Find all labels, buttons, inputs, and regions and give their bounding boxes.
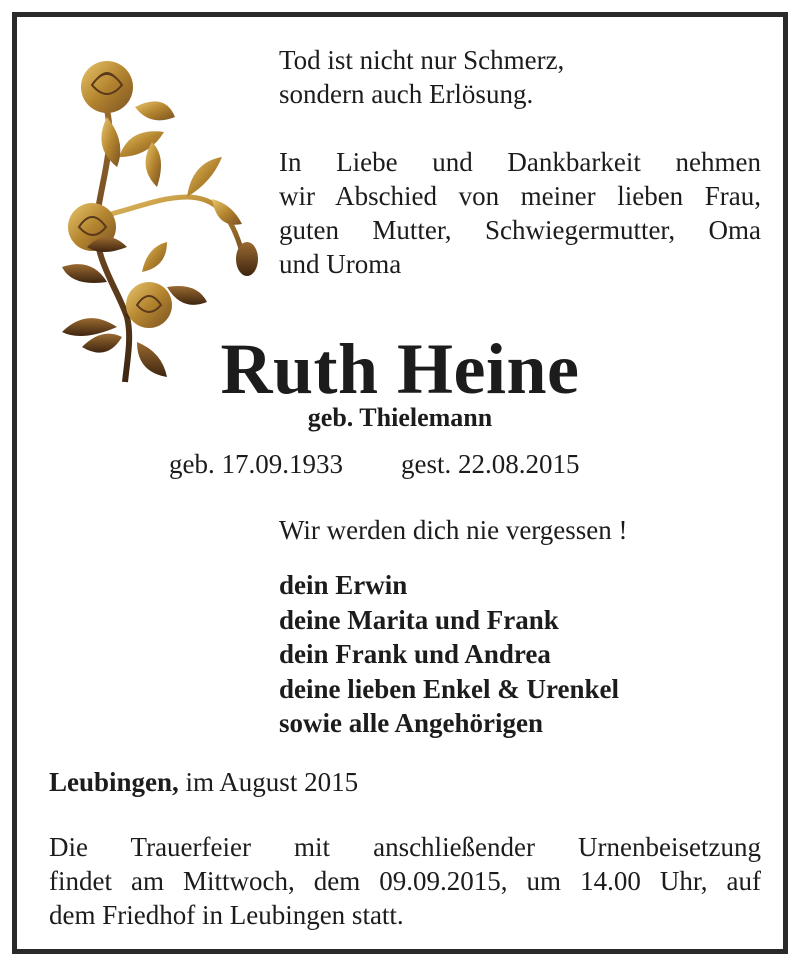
mourner-entry: deine lieben Enkel & Urenkel <box>279 673 620 704</box>
place-date-line <box>49 765 358 799</box>
mourner-entry: deine Marita und Frank <box>279 604 559 635</box>
funeral-service-info <box>49 830 761 932</box>
mourners-list <box>279 568 619 741</box>
service-info-line: findet am Mittwoch, dem 09.09.2015, um 14.00 Uhr, auf <box>49 866 761 896</box>
publication-date: im August 2015 <box>178 767 359 797</box>
opening-verse-line: sondern auch Erlösung. <box>279 79 534 109</box>
service-info-line: dem Friedhof in Leubingen statt. <box>49 900 404 930</box>
service-info-line: Die Trauerfeier mit anschließender Urnenbeisetzung <box>49 832 761 862</box>
mourner-entry: sowie alle Angehörigen <box>279 708 543 738</box>
mourner-entry: dein Erwin <box>279 570 408 600</box>
life-dates <box>169 447 579 481</box>
maiden-name: geb. Thielemann <box>307 403 493 432</box>
obituary-frame <box>12 12 788 954</box>
opening-verse-line: Tod ist nicht nur Schmerz, <box>279 45 565 75</box>
opening-verse <box>279 43 769 111</box>
farewell-intro-line: wir Abschied von meiner lieben Frau, <box>279 181 761 211</box>
place-name: Leubingen, <box>49 767 179 797</box>
mourner-entry: dein Frank und Andrea <box>279 639 551 669</box>
birth-date: geb. 17.09.1933 <box>169 449 343 479</box>
farewell-intro-line: guten Mutter, Schwiegermutter, Oma <box>279 215 761 245</box>
farewell-intro-line: In Liebe und Dankbarkeit nehmen <box>279 147 761 177</box>
farewell-message: Wir werden dich nie vergessen ! <box>279 515 628 545</box>
farewell-intro <box>279 145 761 281</box>
farewell-intro-line: und Uroma <box>279 249 402 279</box>
death-date: gest. 22.08.2015 <box>400 449 580 479</box>
deceased-name: Ruth Heine <box>220 329 580 409</box>
